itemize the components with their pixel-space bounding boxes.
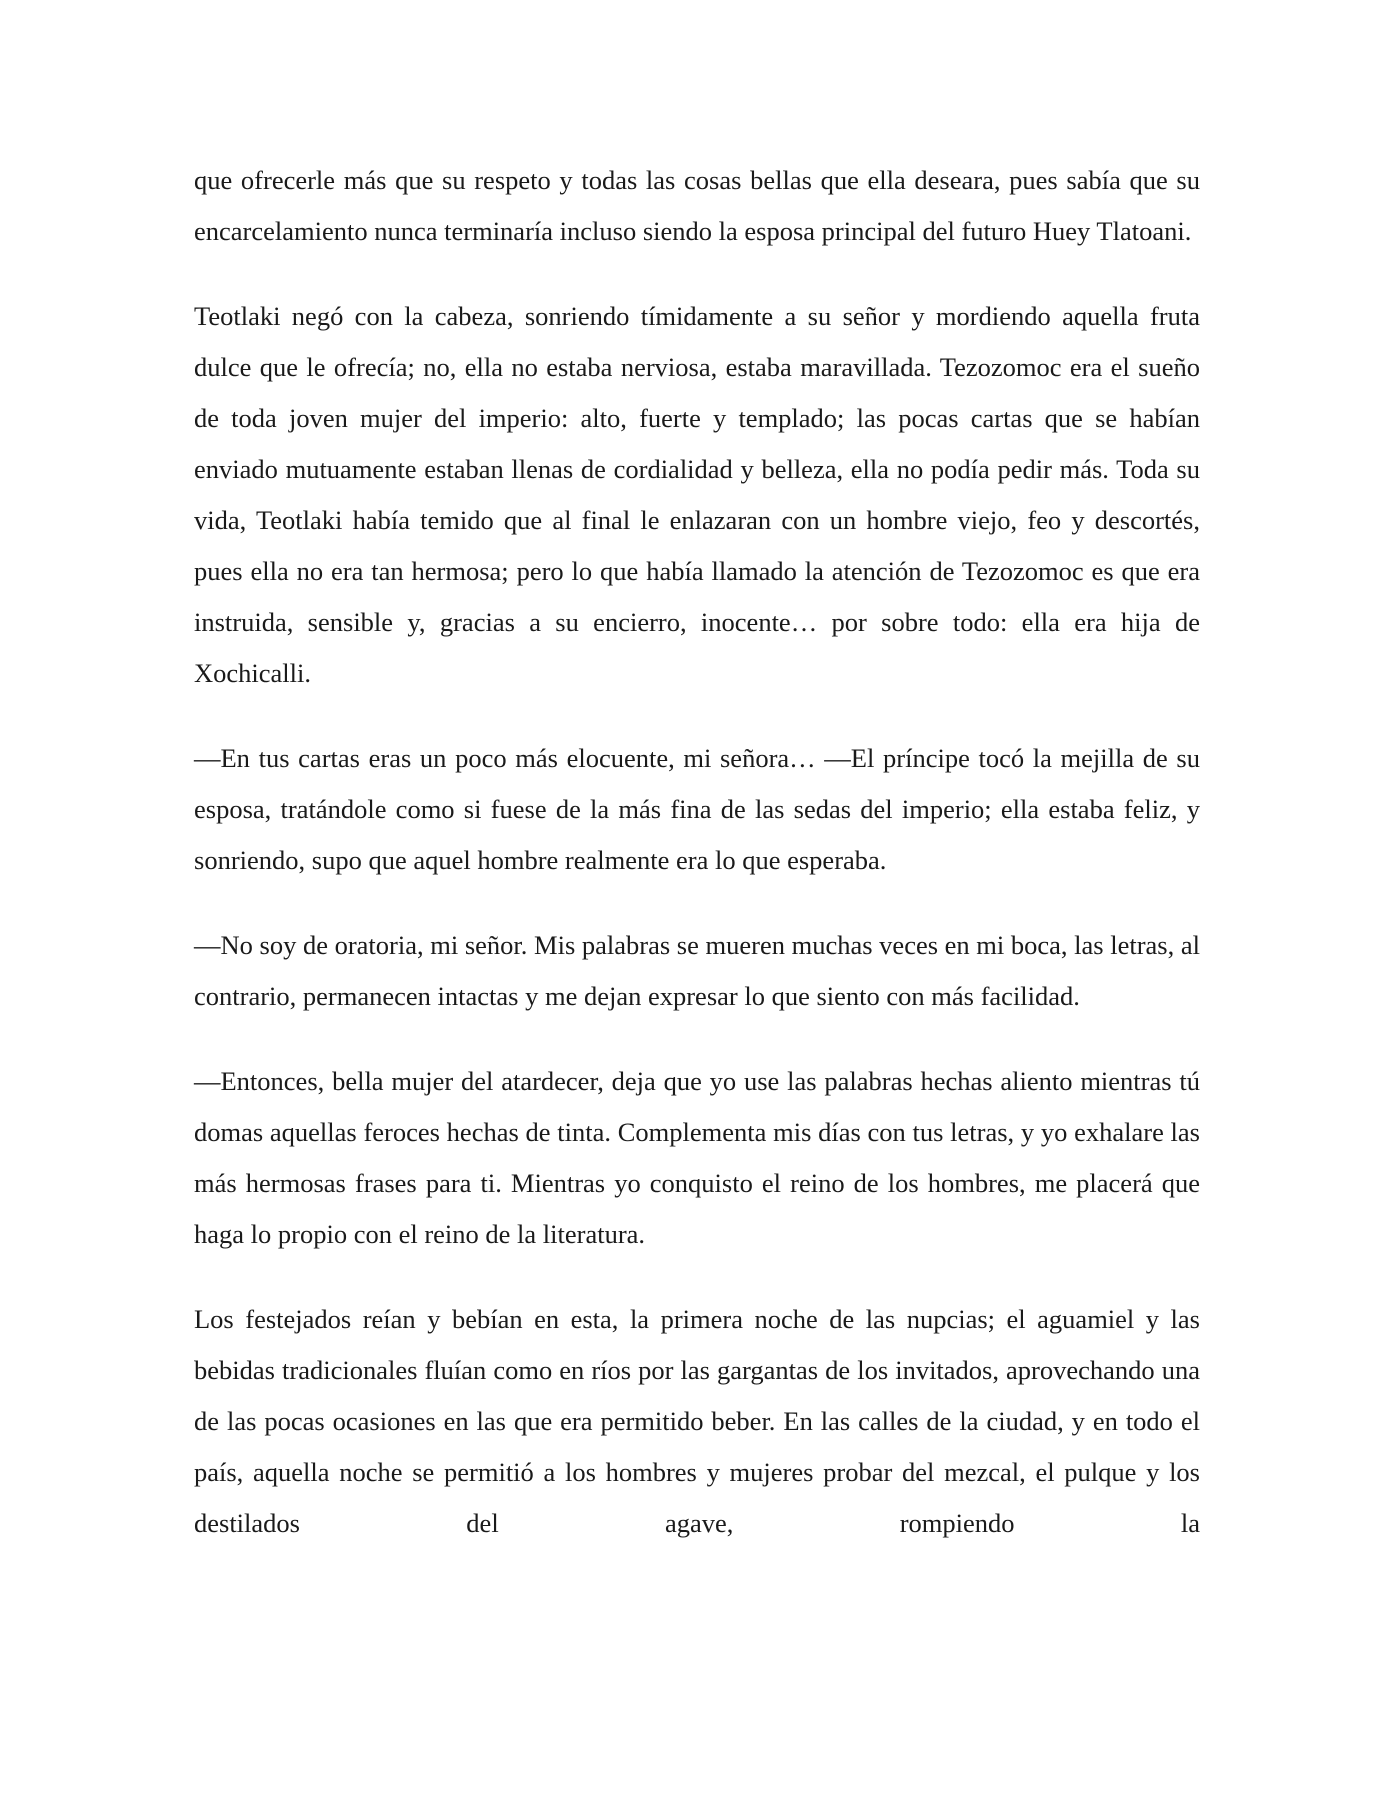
paragraph-4: —No soy de oratoria, mi señor. Mis palabras se mueren muchas veces en mi boca, las letras, al contrario, permanecen intactas y me dejan expresar lo que siento con más facilidad. (194, 930, 1200, 1011)
paragraph-5: —Entonces, bella mujer del atardecer, deja que yo use las palabras hechas aliento mientras tú domas aquellas feroces hechas de tinta. Complementa mis días con tus letras, y yo exhalare las más hermosas frases para ti. Mientras yo conquisto el reino de los hombres, me placerá que haga lo propio con el reino de la literatura. (194, 1066, 1200, 1249)
paragraph-3: —En tus cartas eras un poco más elocuente, mi señora… —El príncipe tocó la mejilla de su esposa, tratándole como si fuese de la más fina de las sedas del imperio; ella estaba feliz, y sonriendo, supo que aquel hombre realmente era lo que esperaba. (194, 743, 1200, 875)
paragraph-6: Los festejados reían y bebían en esta, la primera noche de las nupcias; el aguamiel y las bebidas tradicionales fluían como en ríos por las gargantas de los invitados, aprovechando una de las pocas ocasiones en las que era permitido beber. En las calles de la ciudad, y en todo el país, aquella noche se permitió a los hombres y mujeres probar del mezcal, el pulque y los destilados del agave, rompiendo la (194, 1304, 1200, 1538)
paragraph-2: Teotlaki negó con la cabeza, sonriendo tímidamente a su señor y mordiendo aquella fruta dulce que le ofrecía; no, ella no estaba nerviosa, estaba maravillada. Tezozomoc era el sueño de toda joven mujer del imperio: alto, fuerte y templado; las pocas cartas que se habían enviado mutuamente estaban llenas de cordialidad y belleza, ella no podía pedir más. Toda su vida, Teotlaki había temido que al final le enlazaran con un hombre viejo, feo y descortés, pues ella no era tan hermosa; pero lo que había llamado la atención de Tezozomoc es que era instruida, sensible y, gracias a su encierro, inocente… por sobre todo: ella era hija de Xochicalli. (194, 301, 1200, 688)
paragraph-1: que ofrecerle más que su respeto y todas las cosas bellas que ella deseara, pues sabía que su encarcelamiento nunca terminaría incluso siendo la esposa principal del futuro Huey Tlatoani. (194, 165, 1200, 246)
body-text (194, 155, 1200, 1549)
